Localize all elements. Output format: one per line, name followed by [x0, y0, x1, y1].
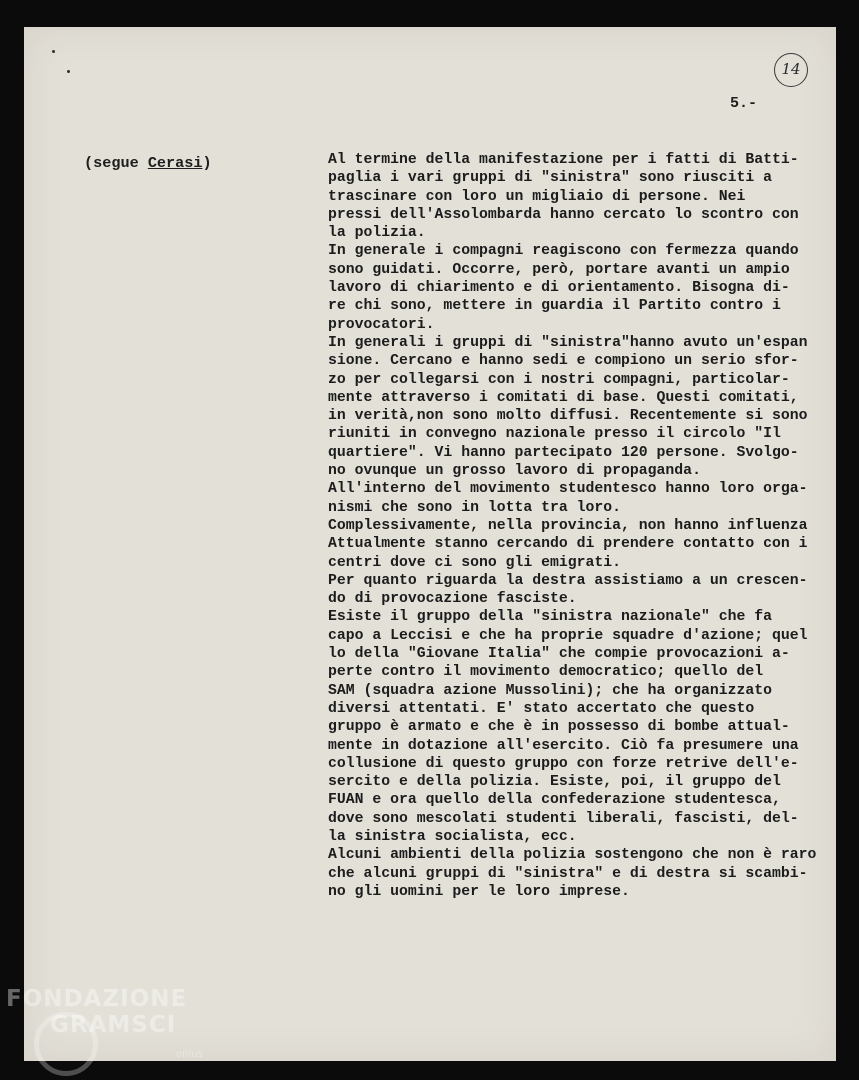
- text-line: paglia i vari gruppi di "sinistra" sono riusciti a: [328, 170, 772, 187]
- text-line: FUAN e ora quello della confederazione studentesca,: [328, 792, 781, 809]
- watermark: [6, 986, 187, 1038]
- text-line: quartiere". Vi hanno partecipato 120 persone. Svolgo-: [328, 444, 799, 461]
- text-line: che alcuni gruppi di "sinistra" e di destra si scambi-: [328, 865, 808, 882]
- text-line: perte contro il movimento democratico; quello del: [328, 664, 764, 681]
- text-line: In generale i compagni reagiscono con fermezza quando: [328, 243, 799, 260]
- watermark-line-1: FONDAZIONE: [6, 986, 188, 1012]
- typed-body-text: [328, 151, 840, 901]
- text-line: trascinare con loro un migliaio di persone. Nei: [328, 188, 746, 205]
- text-line: do di provocazione fasciste.: [328, 591, 577, 608]
- speaker-name: Cerasi: [147, 154, 203, 172]
- text-line: sercito e della polizia. Esiste, poi, il gruppo del: [328, 774, 781, 791]
- text-line: nismi che sono in lotta tra loro.: [328, 499, 622, 516]
- text-line: mente attraverso i comitati di base. Questi comitati,: [328, 389, 799, 406]
- text-line: la sinistra socialista, ecc.: [328, 828, 577, 845]
- watermark-line-2: GRAMSCI: [50, 1012, 177, 1038]
- text-line: in verità,non sono molto diffusi. Recentemente si sono: [328, 408, 808, 425]
- text-line: lavoro di chiarimento e di orientamento. Bisogna di-: [328, 280, 790, 297]
- page-number: 5.-: [730, 95, 758, 112]
- text-line: riuniti in convegno nazionale presso il circolo "Il: [328, 426, 781, 443]
- text-line: collusione di questo gruppo con forze retrive dell'e-: [328, 755, 799, 772]
- text-line: In generali i gruppi di "sinistra"hanno avuto un'espan: [328, 334, 808, 351]
- text-line: capo a Leccisi e che ha proprie squadre d'azione; quel: [328, 627, 808, 644]
- text-line: no gli uomini per le loro imprese.: [328, 883, 630, 900]
- text-line: Al termine della manifestazione per i fatti di Batti-: [328, 152, 799, 168]
- text-line: centri dove ci sono gli emigrati.: [328, 554, 622, 571]
- text-line: re chi sono, mettere in guardia il Partito contro i: [328, 298, 781, 315]
- text-line: zo per collegarsi con i nostri compagni, particolar-: [328, 371, 790, 388]
- text-line: Alcuni ambienti della polizia sostengono che non è raro: [328, 847, 817, 864]
- watermark-line-3: onlus: [176, 1049, 203, 1060]
- text-line: gruppo è armato e che è in possesso di bombe attual-: [328, 719, 790, 736]
- speaker-label: (segue Cerasi): [84, 154, 212, 172]
- paper-speck: [67, 70, 70, 73]
- text-line: Complessivamente, nella provincia, non hanno influenza: [328, 517, 808, 534]
- text-line: Attualmente stanno cercando di prendere contatto con i: [328, 536, 808, 553]
- text-line: Esiste il gruppo della "sinistra nazionale" che fa: [328, 609, 772, 626]
- text-line: mente in dotazione all'esercito. Ciò fa presumere una: [328, 737, 799, 754]
- text-line: dove sono mescolati studenti liberali, fascisti, del-: [328, 810, 799, 827]
- text-line: no ovunque un grosso lavoro di propaganda.: [328, 463, 701, 480]
- text-line: la polizia.: [328, 225, 426, 242]
- text-line: provocatori.: [328, 316, 435, 333]
- text-line: diversi attentati. E' stato accertato che questo: [328, 700, 755, 717]
- paper-speck: [52, 50, 55, 53]
- text-line: All'interno del movimento studentesco hanno loro orga-: [328, 481, 808, 498]
- text-line: Per quanto riguarda la destra assistiamo a un crescen-: [328, 572, 808, 589]
- text-line: pressi dell'Assolombarda hanno cercato lo scontro con: [328, 206, 799, 223]
- archive-stamp: 14: [774, 53, 808, 87]
- text-line: sono guidati. Occorre, però, portare avanti un ampio: [328, 261, 790, 278]
- text-line: sione. Cercano e hanno sedi e compiono un serio sfor-: [328, 353, 799, 370]
- text-line: SAM (squadra azione Mussolini); che ha organizzato: [328, 682, 772, 699]
- text-line: lo della "Giovane Italia" che compie provocazioni a-: [328, 646, 790, 663]
